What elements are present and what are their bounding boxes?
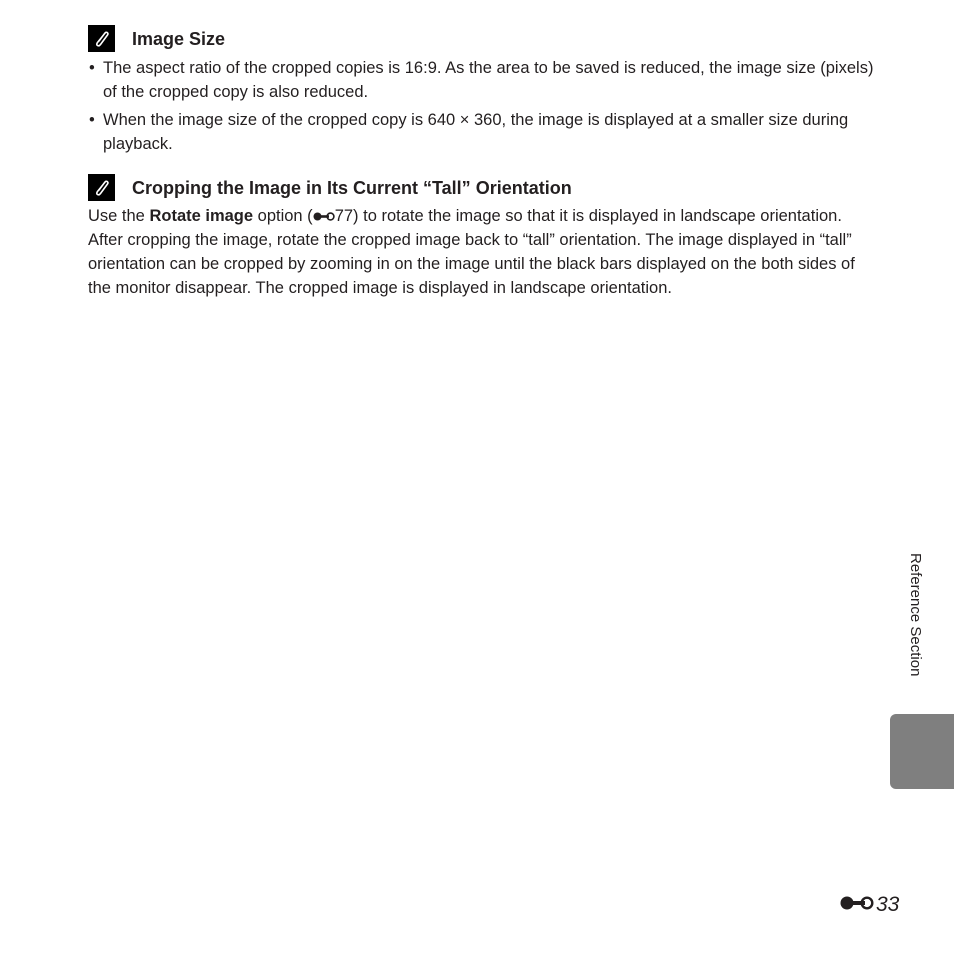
note-title: Cropping the Image in Its Current “Tall” Orientation bbox=[132, 178, 572, 198]
list-item: • The aspect ratio of the cropped copies is 16:9. As the area to be saved is reduced, the image size (pixels) of the cropped copy is also reduced. bbox=[88, 56, 878, 104]
reference-section-icon bbox=[840, 894, 874, 917]
list-item: • When the image size of the cropped copy is 640 × 360, the image is displayed at a smaller size during playback. bbox=[88, 108, 878, 156]
page-reference[interactable]: 77 bbox=[334, 207, 354, 225]
section-label: Reference Section bbox=[907, 553, 924, 677]
bullet-icon: • bbox=[89, 59, 95, 77]
page-number-text: 33 bbox=[876, 893, 900, 916]
paperclip-icon bbox=[88, 25, 115, 52]
menu-option-name: Rotate image bbox=[149, 207, 254, 225]
note-cropping-tall bbox=[88, 174, 878, 300]
bullet-icon: • bbox=[89, 111, 95, 129]
page-number bbox=[840, 893, 899, 917]
reference-section-icon bbox=[313, 205, 335, 216]
bullet-list bbox=[88, 56, 878, 156]
note-image-size bbox=[88, 25, 878, 160]
paperclip-icon bbox=[88, 174, 115, 201]
note-header bbox=[88, 25, 878, 53]
section-tab bbox=[890, 714, 954, 789]
note-header bbox=[88, 174, 878, 202]
body-paragraph: Use the Rotate image option ( 77) to rotate the image so that it is displayed in landscape orientation. After cropping the image, rotate the cropped image back to “tall” orientation. The image displayed in “tall” orientation can be cropped by zooming in on the image until the black bars displayed on the both sides of the monitor disappear. The cropped image is displayed in landscape orientation. bbox=[88, 207, 855, 297]
note-title: Image Size bbox=[132, 29, 226, 49]
